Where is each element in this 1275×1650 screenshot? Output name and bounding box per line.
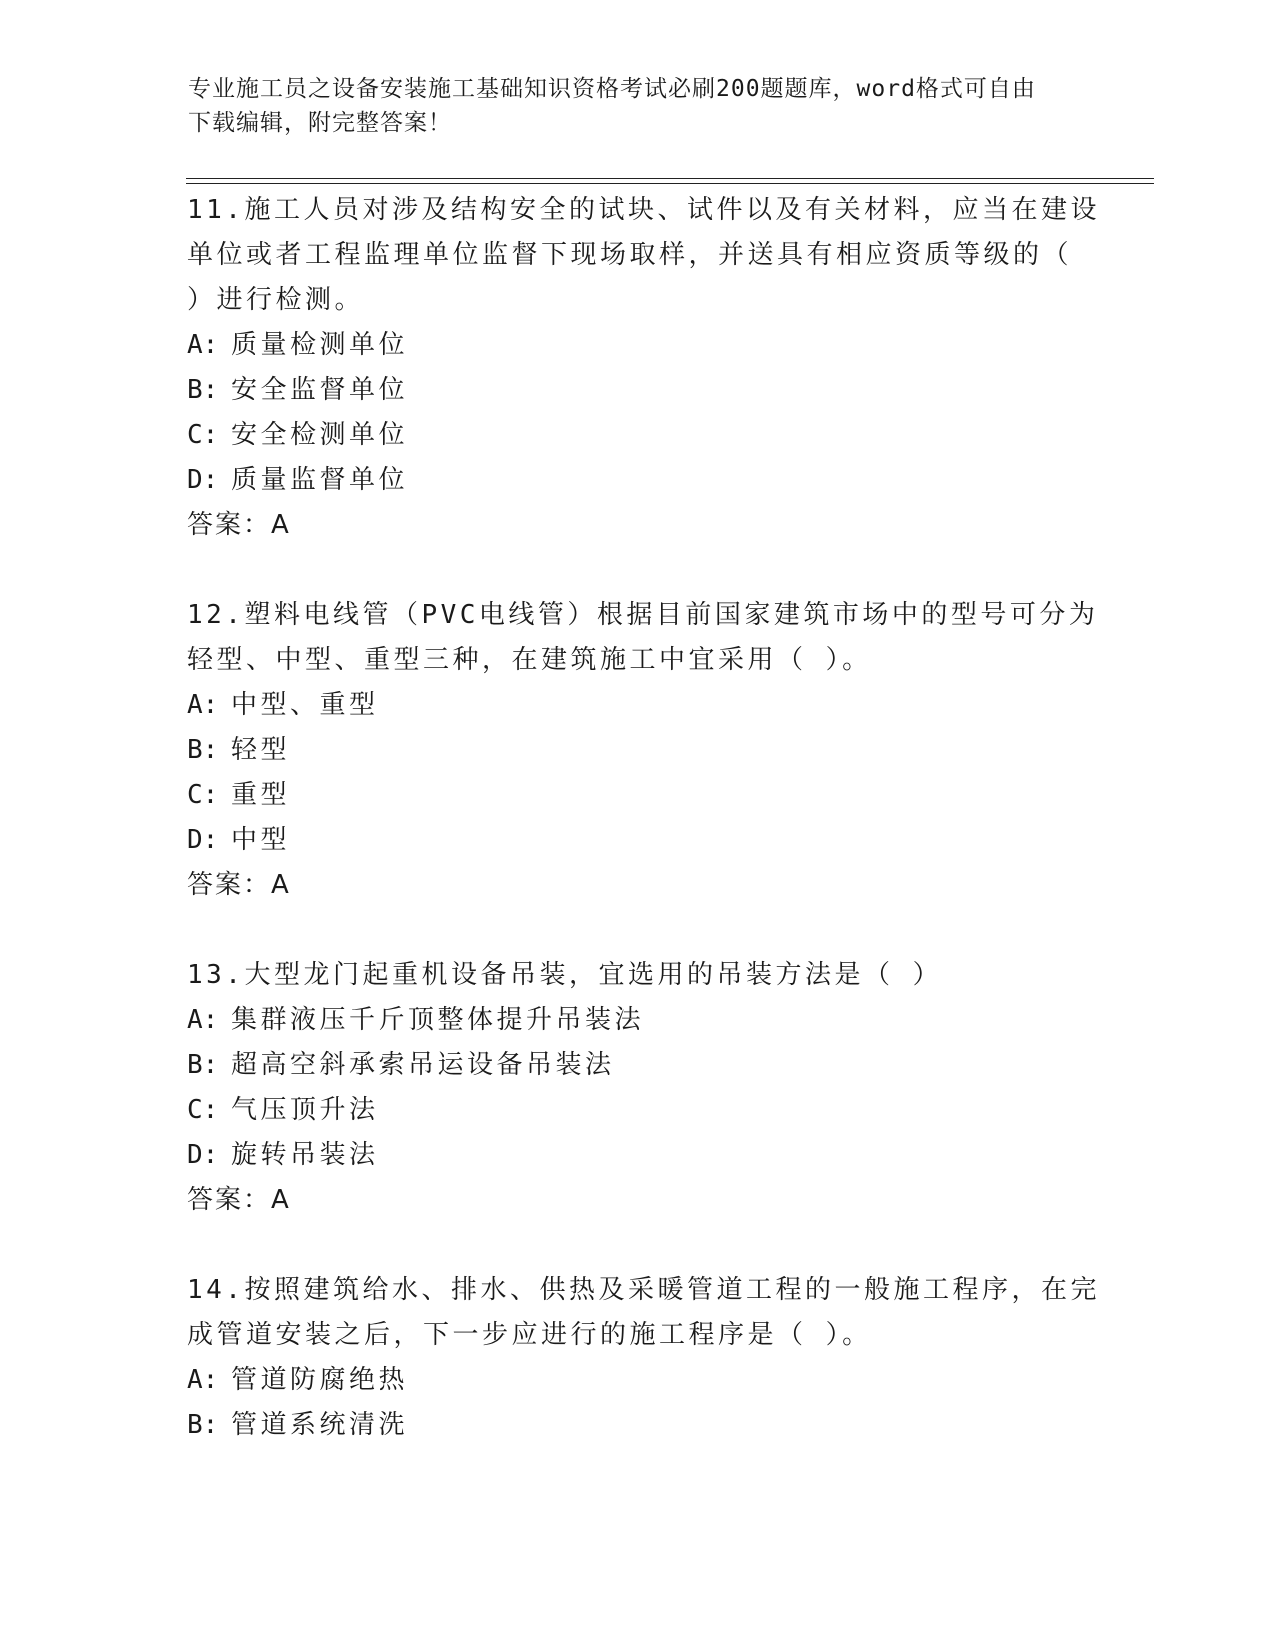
question-13	[187, 953, 1087, 1223]
option-c	[187, 1088, 1087, 1133]
option-text: 安全检测单位	[231, 420, 409, 450]
option-b	[187, 1403, 1087, 1448]
option-text: 轻型	[231, 735, 291, 765]
option-text: 质量监督单位	[231, 465, 409, 495]
stem-line: 11.施工人员对涉及结构安全的试块、试件以及有关材料，应当在建设	[187, 195, 1100, 225]
option-b	[187, 368, 1087, 413]
option-text: 重型	[231, 780, 291, 810]
option-key: D:	[187, 825, 219, 855]
question-list	[187, 188, 1100, 1448]
question-stem	[187, 188, 1100, 323]
option-key: B:	[187, 1410, 219, 1440]
option-d	[187, 1133, 1087, 1178]
option-text: 集群液压千斤顶整体提升吊装法	[231, 1005, 645, 1035]
document-header	[188, 72, 1088, 140]
stem-line: 轻型、中型、重型三种，在建筑施工中宜采用（ ）。	[187, 645, 872, 675]
option-c	[187, 413, 1087, 458]
option-key: A:	[187, 690, 219, 720]
answer-line: 答案：A	[187, 1185, 291, 1215]
option-key: B:	[187, 375, 219, 405]
option-key: A:	[187, 1005, 219, 1035]
option-a	[187, 683, 1087, 728]
option-key: C:	[187, 1095, 219, 1125]
answer-line: 答案：A	[187, 510, 291, 540]
question-12	[187, 593, 1099, 908]
question-stem	[187, 1268, 1100, 1358]
header-divider-bottom	[186, 183, 1154, 184]
option-text: 旋转吊装法	[231, 1140, 379, 1170]
header-line-2: 下载编辑，附完整答案！	[188, 110, 452, 136]
question-stem	[187, 593, 1099, 683]
question-14	[187, 1268, 1100, 1448]
option-key: B:	[187, 1050, 219, 1080]
option-b	[187, 1043, 1087, 1088]
option-c	[187, 773, 1087, 818]
option-d	[187, 818, 1087, 863]
option-key: B:	[187, 735, 219, 765]
header-line-1: 专业施工员之设备安装施工基础知识资格考试必刷200题题库，word格式可自由	[188, 76, 1036, 102]
option-key: C:	[187, 780, 219, 810]
option-key: A:	[187, 1365, 219, 1395]
option-text: 质量检测单位	[231, 330, 409, 360]
question-stem	[187, 953, 1087, 998]
stem-line: 14.按照建筑给水、排水、供热及采暖管道工程的一般施工程序，在完	[187, 1275, 1100, 1305]
option-key: A:	[187, 330, 219, 360]
option-text: 中型	[231, 825, 291, 855]
option-text: 超高空斜承索吊运设备吊装法	[231, 1050, 615, 1080]
option-b	[187, 728, 1087, 773]
option-text: 安全监督单位	[231, 375, 409, 405]
option-a	[187, 1358, 1087, 1403]
option-text: 中型、重型	[231, 690, 379, 720]
option-text: 管道防腐绝热	[231, 1365, 409, 1395]
option-text: 气压顶升法	[231, 1095, 379, 1125]
option-a	[187, 323, 1087, 368]
option-key: C:	[187, 420, 219, 450]
stem-line: 13.大型龙门起重机设备吊装，宜选用的吊装方法是（ ）	[187, 960, 943, 990]
option-a	[187, 998, 1087, 1043]
option-key: D:	[187, 465, 219, 495]
header-divider-top	[186, 178, 1154, 179]
stem-line: ）进行检测。	[187, 285, 365, 315]
option-d	[187, 458, 1087, 503]
stem-line: 成管道安装之后，下一步应进行的施工程序是（ ）。	[187, 1320, 872, 1350]
option-text: 管道系统清洗	[231, 1410, 409, 1440]
stem-line: 12.塑料电线管（PVC电线管）根据目前国家建筑市场中的型号可分为	[187, 600, 1099, 630]
stem-line: 单位或者工程监理单位监督下现场取样，并送具有相应资质等级的（	[187, 240, 1073, 270]
answer-line: 答案：A	[187, 870, 291, 900]
question-11	[187, 188, 1100, 548]
option-key: D:	[187, 1140, 219, 1170]
